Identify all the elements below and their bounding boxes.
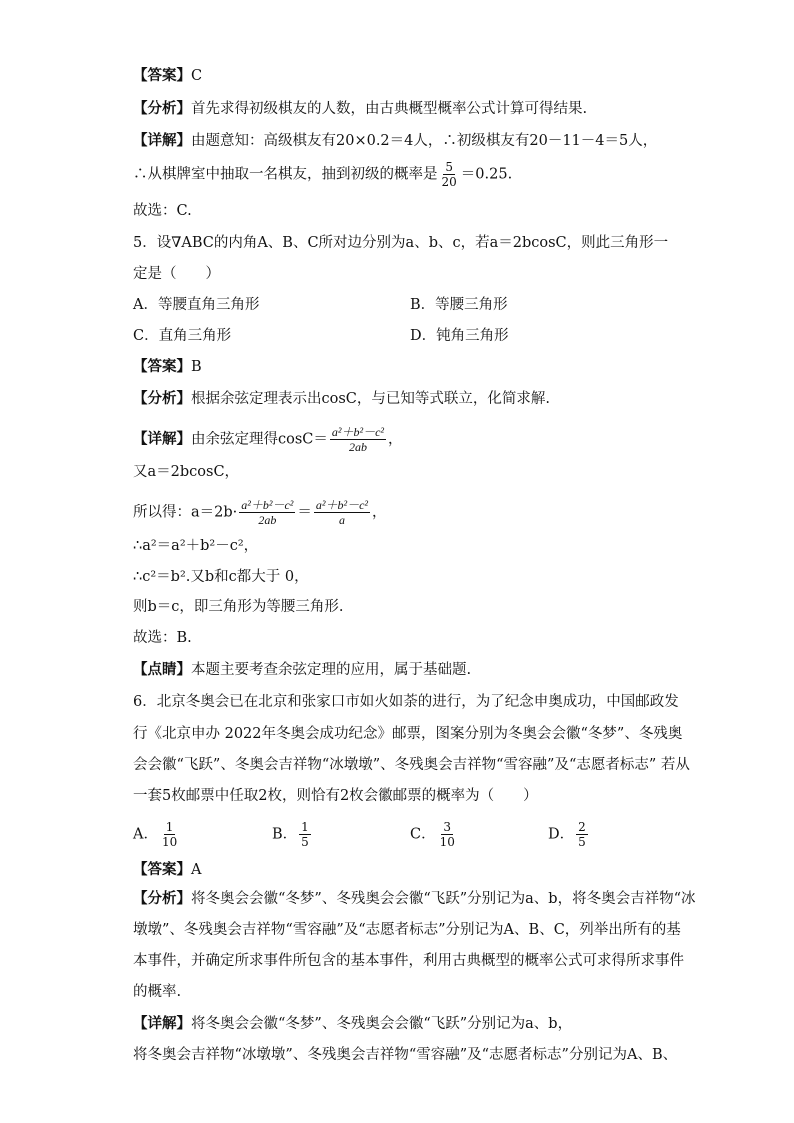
analysis-text: 墩墩”、冬残奥会吉祥物“雪容融”及“志愿者标志”分别记为A、B、C，列举出所有的基 [133,922,681,938]
q6-answer-line [133,860,201,880]
q5-option-a: A．等腰直角三角形 [133,297,260,313]
question-stem: 会会徽“飞跃”、冬奥会吉祥物“冰墩墩”、冬残奥会吉祥物“雪容融”及“志愿者标志” 若从 [133,757,690,773]
detail-text: 将冬奥会吉祥物“冰墩墩”、冬残奥会吉祥物“雪容融”及“志愿者标志”分别记为A、B、 [133,1047,678,1063]
fraction-denominator: 5 [301,835,309,849]
q6-stem-line-4 [133,786,538,806]
answer-tag: 【答案】 [133,68,191,84]
answer-tag: 【答案】 [133,862,191,878]
analysis-text: 将冬奥会会徽“冬梦”、冬残奥会会徽“飞跃”分别记为a、b，将冬奥会吉祥物“冰 [191,891,696,907]
q5-detail-line-5 [133,567,309,587]
q4-choose-line [133,201,192,221]
q5-option-c: C．直角三角形 [133,328,232,344]
q5-answer-line [133,357,202,377]
q5-detail-line-3 [133,498,387,527]
equals-sign: ＝ [297,504,312,521]
fraction-denominator: 10 [161,835,178,849]
q5-stem-line-1 [133,233,668,253]
detail-text: ＝0.25. [460,166,513,183]
fraction [299,820,311,849]
q5-option-d: D．钝角三角形 [410,328,509,344]
detail-text: 又a＝2bcosC， [133,464,240,480]
q6-option-d [548,820,590,849]
q5-analysis-line [133,389,550,409]
fraction [160,820,179,849]
q5-detail-line-1 [133,425,403,454]
q6-analysis-line-4 [133,982,181,1002]
q4-analysis-line [133,99,587,119]
answer-value: A [191,862,202,878]
question-stem: 一套5枚邮票中任取2枚，则恰有2枚会徽邮票的概率为（ ） [133,788,538,804]
comment-text: 本题主要考查余弦定理的应用，属于基础题. [191,662,472,678]
fraction-denominator: a [338,513,345,527]
answer-tag: 【答案】 [133,359,191,375]
fraction-numerator: 1 [301,820,309,834]
q5-detail-line-4 [133,536,258,556]
q6-analysis-line-3 [133,951,684,971]
q6-detail-line-1 [133,1014,572,1034]
fraction-denominator: 2ab [258,513,277,527]
fraction-numerator: 5 [445,160,453,174]
fraction-numerator: 2 [578,820,586,834]
analysis-tag: 【分析】 [133,891,191,907]
detail-tag: 【详解】 [133,1016,191,1032]
q6-stem-line-2 [133,724,682,744]
fraction [438,820,457,849]
choose-text: 故选：C. [133,203,192,219]
fraction-denominator: 2ab [348,440,367,454]
fraction [239,498,295,527]
option-label: A． [133,826,158,843]
q5-detail-line-2 [133,462,239,482]
q6-analysis-line-2 [133,920,681,940]
punctuation: ， [372,504,387,521]
punctuation: ， [388,431,403,448]
fraction [330,425,386,454]
question-stem: 5．设∇ABC的内角A、B、C所对边分别为a、b、c，若a＝2bcosC，则此三角形一 [133,235,669,251]
fraction-numerator: 3 [443,820,452,834]
fraction [440,160,459,189]
analysis-text: 首先求得初级棋友的人数，由古典概型概率公式计算可得结果. [191,101,588,117]
detail-text: 所以得：a＝2b· [133,504,238,521]
option-label: D． [548,826,575,843]
question-stem: 定是（ ） [133,266,220,282]
q6-stem-line-3 [133,755,690,775]
analysis-tag: 【分析】 [133,101,191,117]
fraction-numerator: a²＋b²－c² [241,498,294,512]
analysis-text: 的概率. [133,984,182,1000]
detail-tag: 【详解】 [133,133,191,149]
comment-tag: 【点睛】 [133,662,191,678]
fraction-denominator: 20 [441,175,457,189]
detail-text: ∴c²＝b².又b和c都大于 0， [133,569,309,585]
q6-analysis-line-1 [133,889,696,909]
analysis-text: 根据余弦定理表示出cosC，与已知等式联立，化简求解. [191,391,550,407]
fraction-numerator: 1 [165,820,174,834]
question-stem: 行《北京申办 2022年冬奥会成功纪念》邮票，图案分别为冬奥会会徽“冬梦”、冬残奥 [133,726,683,742]
fraction-denominator: 10 [439,835,455,849]
option-label: C． [410,826,436,843]
q5-choose-line [133,628,192,648]
q6-detail-line-2 [133,1045,677,1065]
q4-detail-line-2 [133,160,512,189]
detail-text: 由题意知：高级棋友有20×0.2＝4人，∴初级棋友有20－11－4＝5人， [191,133,658,149]
fraction-numerator: a²＋b²－c² [315,498,369,512]
detail-tag: 【详解】 [133,431,191,448]
answer-value: C [191,68,203,84]
q5-detail-line-6 [133,597,344,617]
detail-text: ∴从棋牌室中抽取一名棋友，抽到初级的概率是 [133,166,438,183]
answer-value: B [191,359,202,375]
option-label: B． [272,826,298,843]
q5-stem-line-2 [133,264,220,284]
fraction [314,498,370,527]
q6-option-b [272,820,313,849]
q5-option-b: B．等腰三角形 [410,297,508,313]
fraction-numerator: a²＋b²－c² [331,425,385,439]
choose-text: 故选：B. [133,630,192,646]
q4-answer-line [133,66,202,86]
detail-text: 由余弦定理得cosC＝ [191,431,328,448]
q4-detail-line-1 [133,131,657,151]
q6-option-a [133,820,181,849]
detail-text: 将冬奥会会徽“冬梦”、冬残奥会会徽“飞跃”分别记为a、b， [191,1016,573,1032]
detail-text: ∴a²＝a²＋b²－c²， [133,538,259,554]
q5-comment-line [133,660,471,680]
q6-stem-line-1 [133,692,679,712]
fraction [576,820,588,849]
question-stem: 6．北京冬奥会已在北京和张家口市如火如荼的进行，为了纪念申奥成功，中国邮政发 [133,694,679,710]
q6-option-c [410,820,459,849]
analysis-text: 本事件，并确定所求事件所包含的基本事件，利用古典概型的概率公式可求得所求事件 [133,953,684,969]
analysis-tag: 【分析】 [133,391,191,407]
fraction-denominator: 5 [578,835,586,849]
detail-text: 则b＝c，即三角形为等腰三角形. [133,599,344,615]
